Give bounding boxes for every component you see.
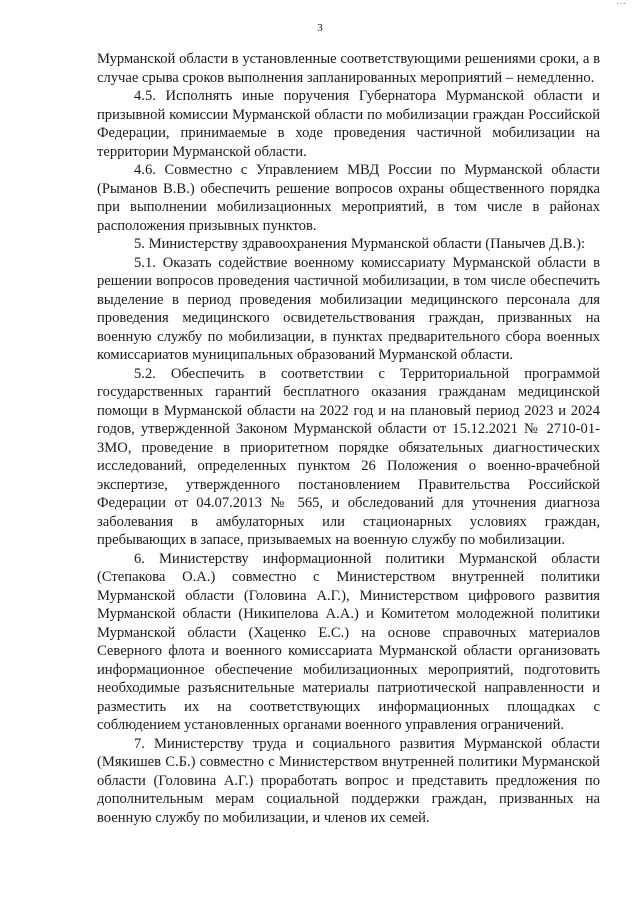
paragraph-7: 7. Министерству труда и социального развития Мурманской области (Мякишев С.Б.) совместно с Министерством внутренней политики Мурманской области (Головина А.Г.) проработать вопрос и представить предложения по дополнительным мерам социальной поддержки граждан, призванных на военную службу по мобилизации, и членов их семей.: [97, 735, 600, 826]
document-body: [97, 50, 600, 827]
paragraph-6: 6. Министерству информационной политики Мурманской области (Степакова О.А.) совместно с Министерством внутренней политики Мурманской области (Головина А.Г.), Министерством цифрового развития Мурманской области (Никипелова А.А.) и Комитетом молодежной политики Мурманской области (Хаценко Е.С.) на основе справочных материалов Северного флота и военного комиссариата Мурманской области организовать информационное обеспечение мобилизационных мероприятий, подготовить необходимые разъяснительные материалы патриотической направленности и разместить их на соответствующих информационных площадках с соблюдением установленных органами военного управления ограничений.: [97, 550, 600, 733]
paragraph-5: 5. Министерству здравоохранения Мурманской области (Панычев Д.В.):: [134, 236, 586, 252]
corner-mark: …: [616, 0, 626, 7]
page-number: 3: [317, 22, 323, 34]
paragraph-5-2: 5.2. Обеспечить в соответствии с Территориальной программой государственных гарантий бесплатного оказания гражданам медицинской помощи в Мурманской области на 2022 год и на плановый период 2023 и 2024 годов, утвержденной Законом Мурманской области от 15.12.2021 № 2710-01-ЗМО, проведение в приоритетном порядке обязательных диагностических исследований, определенных пунктом 26 Положения о военно-врачебной экспертизе, утвержденного постановлением Правительства Российской Федерации от 04.07.2013 № 565, и обследований для уточнения диагноза заболевания в амбулаторных или стационарных условиях граждан, пребывающих в запасе, призываемых на военную службу по мобилизации.: [97, 365, 600, 548]
paragraph-4-6: 4.6. Совместно с Управлением МВД России по Мурманской области (Рыманов В.В.) обеспечить решение вопросов охраны общественного порядка при выполнении мобилизационных мероприятий, в том числе в районах расположения призывных пунктов.: [97, 162, 600, 234]
paragraph-5-1: 5.1. Оказать содействие военному комиссариату Мурманской области в решении вопросов проведения частичной мобилизации, в том числе обеспечить выделение в период проведения мобилизации медицинского персонала для проведения медицинского освидетельствования граждан, призванных на военную службу по мобилизации, в пунктах предварительного сбора военных комиссариатов муниципальных образований Мурманской области.: [97, 254, 600, 363]
paragraph-continuation: Мурманской области в установленные соответствующими решениями сроки, а в случае срыва сроков выполнения запланированных мероприятий – немедленно.: [97, 51, 600, 86]
paragraph-4-5: 4.5. Исполнять иные поручения Губернатора Мурманской области и призывной комиссии Мурманской области по мобилизации граждан Российской Федерации, принимаемые в ходе проведения частичной мобилизации на территории Мурманской области.: [97, 88, 600, 160]
